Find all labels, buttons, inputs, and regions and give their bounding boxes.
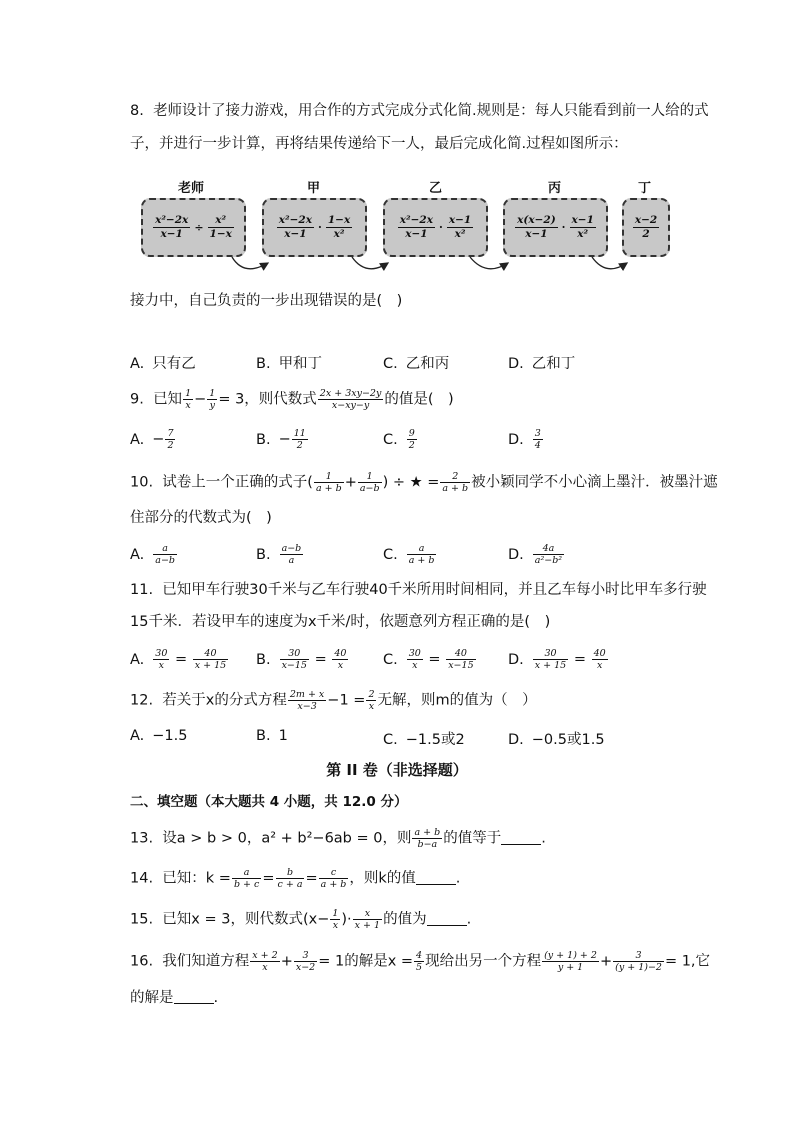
arrow-bing-to-ding [592, 257, 627, 269]
q11-line1: 11. 已知甲车行驶30千米与乙车行驶40千米所用时间相同，并且乙车每小时比甲车多行驶 [130, 582, 707, 598]
relay-arrows [0, 0, 794, 300]
q11-option-c[interactable]: C. $\frac{30}{x}$ = $\frac{40}{x-15}$ [383, 648, 474, 671]
arrow-teacher-to-jia [232, 257, 268, 269]
q16-answer-blank[interactable] [174, 989, 214, 1004]
figure-label-bing: 丙 [548, 181, 562, 196]
q9-option-b[interactable]: B. − $\frac{11}{2}$ [256, 428, 306, 451]
q11-option-d[interactable]: D. $\frac{30}{x + 15}$ = $\frac{40}{x}$ [508, 648, 606, 671]
figure-label-ding: 丁 [638, 181, 652, 196]
arrow-yi-to-bing [470, 257, 508, 269]
q12-option-c[interactable]: C. −1.5或2 [383, 732, 465, 748]
q9-stem: 9. 已知 $\frac{1}{x}$ − $\frac{1}{y}$ = 3，则代数式 $\frac{2x + 3xy-2y}{x-xy-y}$ 的值是( ) [130, 388, 454, 411]
q11-option-a[interactable]: A. $\frac{30}{x}$ = $\frac{40}{x + 15}$ [130, 648, 227, 671]
teacher-box: $\frac{\text{x²−2x}}{x-1}$ ÷ $\frac{\text{x²}}{1-x}$ [141, 198, 246, 257]
q8-option-a[interactable]: A. 只有乙 [130, 356, 196, 372]
q11-option-b[interactable]: B. $\frac{30}{x-15}$ = $\frac{40}{x}$ [256, 648, 347, 671]
q10-option-a[interactable]: A. $\frac{a}{a-b}$ [130, 543, 175, 566]
q10-option-b[interactable]: B. $\frac{a-b}{a}$ [256, 543, 302, 566]
q10-option-c[interactable]: C. $\frac{a}{a + b}$ [383, 543, 435, 566]
q10-stem: 10. 试卷上一个正确的式子( $\frac{1}{a + b}$ + $\frac{1}{a-b}$ ) ÷ ★ = $\frac{2}{a + b}$ 被小颖同学不小心滴上墨汁．被墨汁遮 [130, 471, 718, 494]
q8-line1: 8. 老师设计了接力游戏，用合作的方式完成分式化简.规则是：每人只能看到前一人给的式 [130, 103, 709, 119]
figure-label-yi: 乙 [429, 181, 443, 196]
yi-box: $\frac{\text{x²−2x}}{x-1}$ · $\frac{x-1}{\text{x²}}$ [383, 198, 488, 257]
q11-line2: 15千米．若设甲车的速度为x千米/时，依题意列方程正确的是( ) [130, 614, 551, 630]
q14-stem: 14. 已知：k = $\frac{a}{b + c}$ = $\frac{b}{c + a}$ = $\frac{c}{a + b}$ ，则k的值 . [130, 867, 461, 890]
q15-answer-blank[interactable] [427, 911, 467, 926]
ding-box: $\frac{x-2}{2}$ [622, 198, 670, 257]
q8-line2: 子，并进行一步计算，再将结果传递给下一人，最后完成化简.过程如图所示： [130, 136, 628, 152]
q12-option-a[interactable]: A. −1.5 [130, 728, 188, 744]
q16-stem: 16. 我们知道方程 $\frac{x + 2}{x}$ + $\frac{3}{x-2}$ = 1的解是x = $\frac{4}{5}$ 现给出另一个方程 $\frac{(y + 1) + 2}{y + 1}$ + $\frac{3}{(y + 1)-2}$ = 1,它 [130, 950, 711, 973]
q13-answer-blank[interactable] [501, 830, 541, 845]
q9-option-d[interactable]: D. $\frac{3}{4}$ [508, 428, 541, 451]
q12-option-d[interactable]: D. −0.5或1.5 [508, 732, 605, 748]
q10-option-d[interactable]: D. $\frac{4a}{\text{a²−b²}}$ [508, 543, 563, 566]
q8-question: 接力中，自己负责的一步出现错误的是( ) [130, 293, 403, 309]
q8-option-d[interactable]: D. 乙和丁 [508, 356, 576, 372]
figure-label-teacher: 老师 [178, 181, 205, 196]
arrow-jia-to-yi [352, 257, 388, 269]
q10-line2: 住部分的代数式为( ) [130, 510, 272, 526]
jia-box: $\frac{\text{x²−2x}}{x-1}$ · $\frac{1-x}{\text{x²}}$ [262, 198, 367, 257]
section2-header: 二、填空题（本大题共 4 小题，共 12.0 分） [130, 794, 408, 810]
q9-option-a[interactable]: A. − $\frac{7}{2}$ [130, 428, 174, 451]
q12-stem: 12. 若关于x的分式方程 $\frac{2m + x}{x-3}$ −1 = $\frac{2}{x}$ 无解，则m的值为（ ） [130, 689, 537, 712]
q8-option-b[interactable]: B. 甲和丁 [256, 356, 323, 372]
part2-title: 第 II 卷（非选择题） [326, 761, 468, 779]
figure-label-jia: 甲 [307, 181, 321, 196]
q12-option-b[interactable]: B. 1 [256, 728, 288, 744]
bing-box: $\frac{x(x-2)}{x-1}$ · $\frac{x-1}{\text{x²}}$ [503, 198, 608, 257]
q9-option-c[interactable]: C. $\frac{9}{2}$ [383, 428, 415, 451]
q16-line2: 的解是 . [130, 990, 219, 1006]
q15-stem: 15. 已知x = 3，则代数式(x− $\frac{1}{x}$ )· $\frac{x}{x + 1}$ 的值为 . [130, 908, 472, 931]
q13-stem: 13. 设a > b > 0，a² + b²−6ab = 0，则 $\frac{a + b}{b-a}$ 的值等于 . [130, 827, 546, 850]
q8-option-c[interactable]: C. 乙和丙 [383, 356, 450, 372]
q14-answer-blank[interactable] [416, 870, 456, 885]
